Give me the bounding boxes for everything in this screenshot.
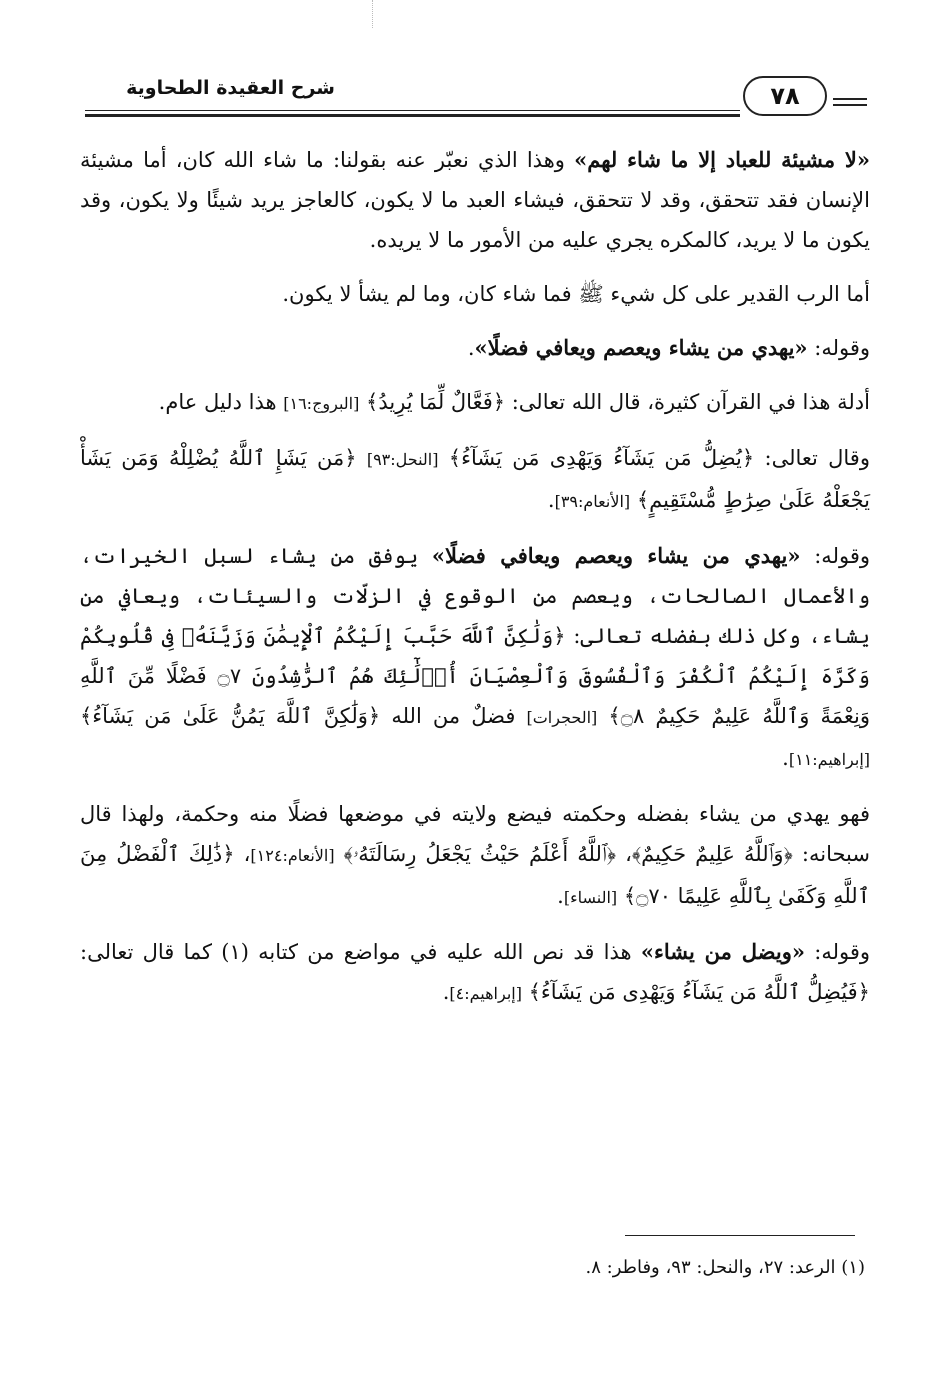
paragraph-tail: فضلٌ من الله ﴿وَلَٰكِنَّ ٱللَّهَ يَمُنُّ عَلَىٰ مَن يَشَآءُ﴾ [80, 704, 527, 728]
paragraph-tail: هذا دليل عام. [158, 390, 284, 414]
paragraph-4 [80, 382, 870, 424]
quoted-matn: «لا مشيئة للعباد إلا ما شاء لهم» [574, 147, 870, 172]
footnote-rule [625, 1235, 855, 1236]
paragraph-6 [80, 536, 870, 780]
running-title: شرح العقيدة الطحاوية [126, 77, 335, 99]
paragraph-tail: . [557, 884, 564, 908]
quoted-matn: «ويضل من يشاء» [640, 939, 806, 964]
paragraph-tail: . [442, 980, 450, 1004]
paragraph-text: هذا قد نص الله عليه في مواضع من كتابه (١) كما قال تعالى: ﴿فَيُضِلُّ ٱللَّهُ مَن يَشَآءُ وَيَهْدِى مَن يَشَآءُ﴾ [80, 940, 870, 1004]
paragraph-prefix: وقوله: [807, 336, 870, 360]
paragraph-tail: ، ﴿ذَٰلِكَ ٱلْفَضْلُ مِنَ ٱللَّهِ وَكَفَىٰ بِٱللَّهِ عَلِيمًا ۝٧٠﴾ [80, 842, 870, 908]
header-rule-thick [85, 114, 740, 117]
verse-reference: [النحل:٩٣] [366, 450, 439, 469]
paragraph-text: وقال تعالى: ﴿يُضِلُّ مَن يَشَآءُ وَيَهْدِى مَن يَشَآءُ﴾ [438, 446, 870, 470]
verse-reference: [الأنعام:١٢٤] [250, 846, 335, 865]
verse-reference: [إبراهيم:١١] [788, 750, 870, 769]
paragraph-text: يوفق من يشاء لسبل الخيرات، والأعمال الصالحات، ويعصم من الوقوع في الزلّات والسيئات، ويعافي من يشاء، وكل ذلك بفضله تعالى: ﴿وَلَٰكِنَّ ٱللَّهَ حَبَّبَ إِلَيْكُمُ ٱلْإِيمَٰنَ وَزَيَّنَهُۥ فِى قُلُوبِكُمْ وَكَرَّهَ إِلَيْكُمُ ٱلْكُفْرَ وَٱلْفُسُوقَ وَٱلْعِصْيَانَ أُو۟لَٰٓئِكَ هُمُ ٱلرَّٰشِدُونَ ۝٧ فَضْلًا مِّنَ ٱللَّهِ وَنِعْمَةً وَٱللَّهُ عَلِيمٌ حَكِيمٌ ۝٨﴾ [80, 544, 870, 728]
header-rule-short-b [833, 104, 867, 106]
paragraph-7 [80, 794, 870, 918]
paragraph-1 [80, 140, 870, 260]
main-text [80, 140, 870, 1028]
quoted-matn: «يهدي من يشاء ويعصم ويعافي فضلًا» [431, 543, 801, 568]
verse-reference: [النساء] [563, 888, 618, 907]
paragraph-3 [80, 328, 870, 368]
verse-reference: [الأنعام:٣٩] [554, 492, 631, 511]
verse-reference: [إبراهيم:٤] [449, 984, 522, 1003]
footnote: (١) الرعد: ٢٧، والنحل: ٩٣، وفاطر: ٨. [585, 1257, 865, 1278]
paragraph-text: أدلة هذا في القرآن كثيرة، قال الله تعالى: ﴿فَعَّالٌ لِّمَا يُرِيدُ﴾ [359, 390, 870, 414]
paragraph-text: وهذا الذي نعبّر عنه بقولنا: ما شاء الله كان، أما مشيئة الإنسان فقد تتحقق، وقد لا تتحقق، فيشاء العبد ما لا يكون، كالعاجز يريد شيئًا ولا يكون، وقد يكون ما لا يريد، كالمكره يجري عليه من الأمور ما لا يريده. [80, 148, 870, 252]
paragraph-text: أما الرب القدير على كل شيء ﷺ فما شاء كان، وما لم يشأ لا يكون. [282, 282, 870, 306]
paragraph-prefix: وقوله: [805, 940, 871, 964]
paragraph-text: فهو يهدي من يشاء بفضله وحكمته فيضع ولايته في موضعها فضلًا منه وحكمة، ولهذا قال سبحانه: ﴿وَٱللَّهُ عَلِيمٌ حَكِيمٌ﴾، ﴿ٱللَّهُ أَعْلَمُ حَيْثُ يَجْعَلُ رِسَالَتَهُۥ﴾ [80, 802, 870, 866]
paragraph-text: . [467, 336, 475, 360]
paragraph-tail: . [547, 488, 555, 512]
verse-reference: [الحجرات] [526, 708, 598, 727]
scan-mark [372, 0, 379, 28]
header-rule-thin [85, 110, 740, 111]
verse-reference: [البروج:١٦] [283, 394, 360, 413]
page-number: ٧٨ [743, 76, 827, 116]
paragraph-2 [80, 274, 870, 314]
paragraph-tail: . [782, 746, 789, 770]
quoted-matn: «يهدي من يشاء ويعصم ويعافي فضلًا» [474, 335, 808, 360]
header-rule-short-a [833, 98, 867, 100]
paragraph-5 [80, 438, 870, 522]
paragraph-prefix: وقوله: [800, 544, 870, 568]
page-header [85, 60, 870, 126]
paragraph-tail: ﴿مَن يَشَإِ ٱللَّهُ يُضْلِلْهُ وَمَن يَشَأْ يَجْعَلْهُ عَلَىٰ صِرَٰطٍ مُّسْتَقِيمٍ﴾ [80, 446, 870, 512]
paragraph-8 [80, 932, 870, 1014]
